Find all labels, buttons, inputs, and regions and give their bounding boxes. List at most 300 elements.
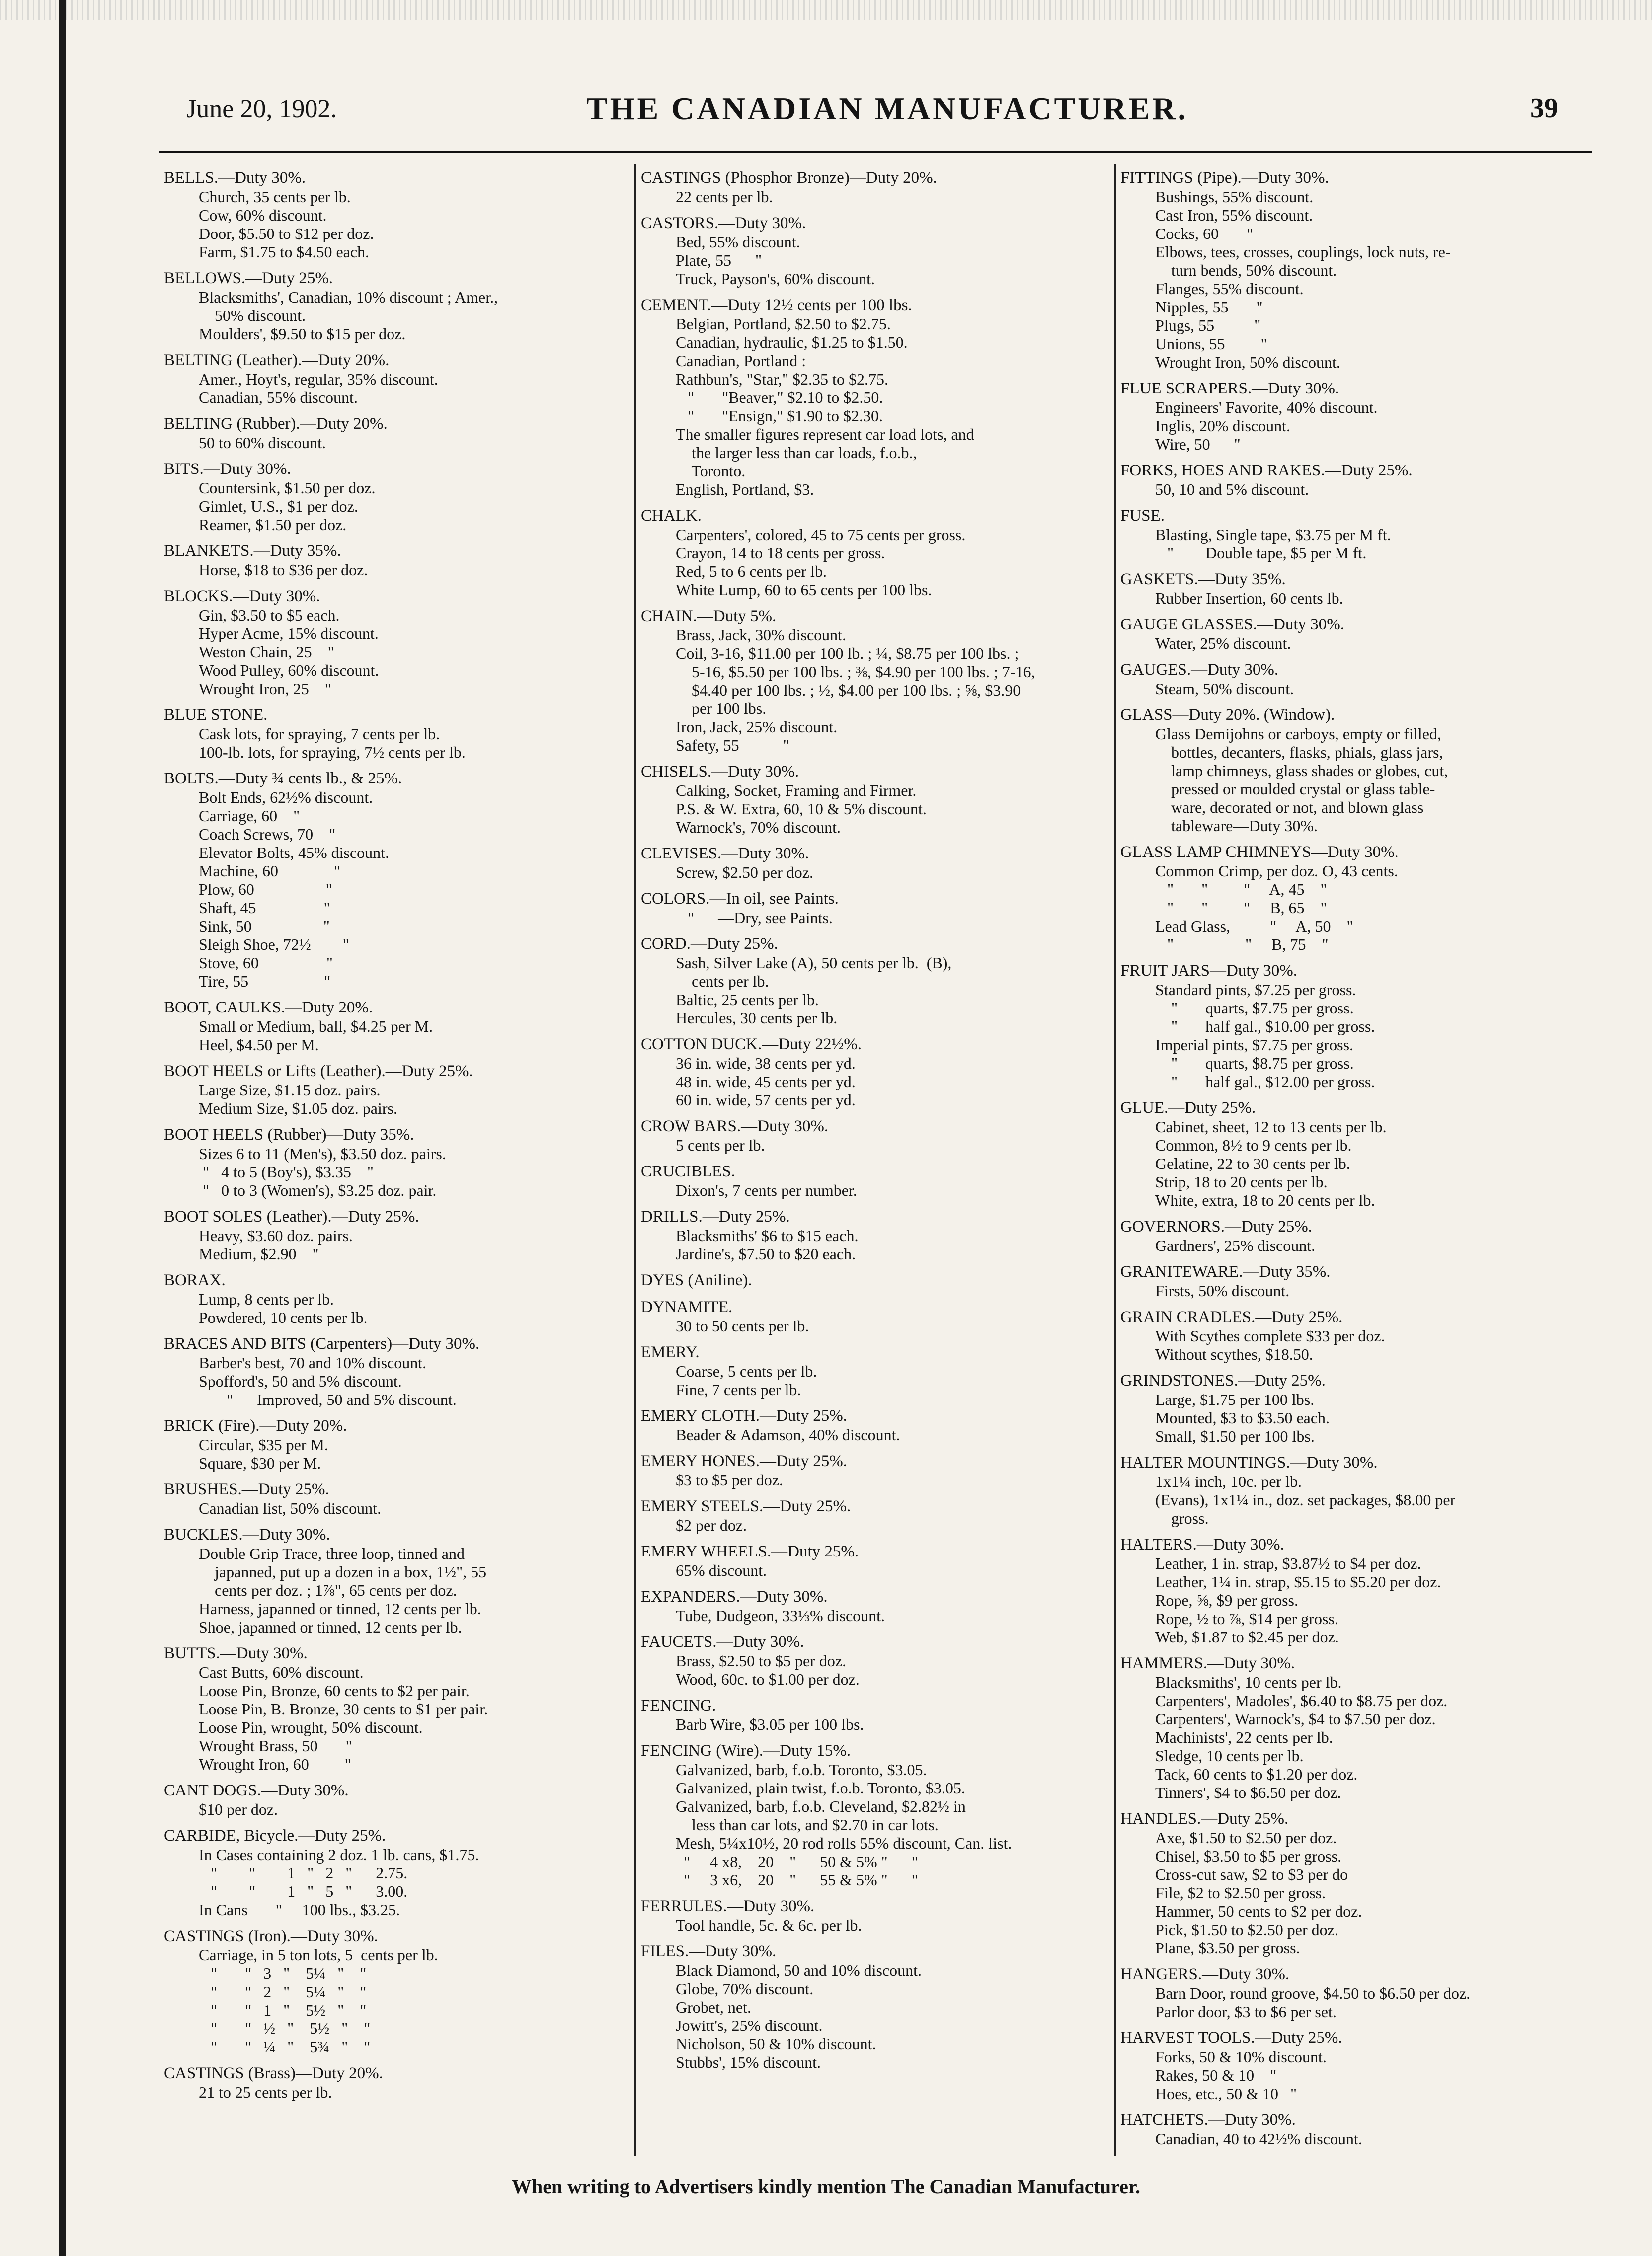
entry-line: " " 1 " 5½ " " [199, 2001, 367, 2019]
entry-line: 65% discount. [676, 1561, 767, 1579]
entry-line: Medium Size, $1.05 doz. pairs. [199, 1099, 397, 1117]
entry-line: Elevator Bolts, 45% discount. [199, 844, 390, 861]
entry-line: Barber's best, 70 and 10% discount. [199, 1354, 427, 1372]
entry-line: Large Size, $1.15 doz. pairs. [199, 1081, 381, 1099]
entry-line: 5 cents per lb. [676, 1136, 765, 1154]
price-entry [641, 1741, 1113, 1889]
price-entry [641, 1942, 1113, 2072]
entry-heading: HALTERS.—Duty 30%. [1120, 1536, 1284, 1554]
entry-line: " Double tape, $5 per M ft. [1155, 544, 1367, 562]
entry-line: Leather, 1¼ in. strap, $5.15 to $5.20 per doz. [1155, 1573, 1441, 1591]
entry-heading: HALTER MOUNTINGS.—Duty 30%. [1120, 1454, 1378, 1472]
entry-line: Gelatine, 22 to 30 cents per lb. [1155, 1155, 1350, 1172]
price-entry [641, 168, 1113, 206]
entry-heading: GLASS LAMP CHIMNEYS—Duty 30%. [1120, 843, 1399, 861]
entry-line: Warnock's, 70% discount. [676, 818, 841, 836]
price-column-2 [641, 168, 1113, 2165]
price-entry [164, 350, 631, 407]
entry-line: " 4 to 5 (Boy's), $3.35 " [199, 1163, 374, 1181]
entry-line: Spofford's, 50 and 5% discount. [199, 1372, 402, 1390]
price-entry [164, 459, 631, 534]
price-entry [164, 586, 631, 698]
entry-heading: BELTING (Rubber).—Duty 20%. [164, 415, 388, 433]
entry-heading: CANT DOGS.—Duty 30%. [164, 1782, 349, 1799]
entry-heading: GRANITEWARE.—Duty 35%. [1120, 1263, 1331, 1281]
entry-heading: FITTINGS (Pipe).—Duty 30%. [1120, 169, 1329, 187]
entry-line: White Lump, 60 to 65 cents per 100 lbs. [676, 581, 932, 599]
entry-heading: CHISELS.—Duty 30%. [641, 763, 799, 780]
price-entry [1120, 506, 1592, 562]
price-entry [1120, 705, 1592, 835]
entry-line: Flanges, 55% discount. [1155, 280, 1304, 298]
entry-line: Belgian, Portland, $2.50 to $2.75. [676, 315, 891, 333]
entry-line: Chisel, $3.50 to $5 per gross. [1155, 1847, 1342, 1865]
entry-heading: GRINDSTONES.—Duty 25%. [1120, 1372, 1326, 1390]
price-entry [164, 1416, 631, 1473]
entry-line: Parlor door, $3 to $6 per set. [1155, 2003, 1337, 2021]
price-entry [641, 762, 1113, 837]
entry-line: cents per doz. ; 1⅞", 65 cents per doz. [199, 1581, 457, 1599]
entry-heading: GOVERNORS.—Duty 25%. [1120, 1218, 1312, 1236]
entry-line: Wood Pulley, 60% discount. [199, 661, 379, 679]
price-entry [1120, 379, 1592, 454]
entry-line: Tire, 55 " [199, 972, 331, 990]
entry-heading: CHALK. [641, 507, 702, 525]
price-entry [641, 606, 1113, 755]
entry-line: turn bends, 50% discount. [1155, 261, 1337, 279]
price-entry [641, 1632, 1113, 1689]
entry-line: Gardners', 25% discount. [1155, 1237, 1316, 1254]
entry-line: Canadian, hydraulic, $1.25 to $1.50. [676, 333, 908, 351]
entry-line: lamp chimneys, glass shades or globes, cut, [1155, 762, 1448, 779]
entry-line: " " 2 " 5¼ " " [199, 1983, 367, 2001]
masthead-title: THE CANADIAN MANUFACTURER. [586, 91, 1188, 126]
entry-line: Wire, 50 " [1155, 435, 1241, 453]
entry-line: Cross-cut saw, $2 to $3 per do [1155, 1866, 1348, 1883]
price-entry [1120, 2110, 1592, 2148]
price-entry [1120, 1217, 1592, 1255]
entry-line: " " 3 " 5¼ " " [199, 1964, 367, 1982]
price-entry [641, 1587, 1113, 1625]
entry-line: White, extra, 18 to 20 cents per lb. [1155, 1191, 1375, 1209]
entry-line: Double Grip Trace, three loop, tinned and [199, 1545, 465, 1562]
entry-line: Truck, Payson's, 60% discount. [676, 270, 875, 288]
entry-line: Gimlet, U.S., $1 per doz. [199, 497, 358, 515]
entry-line: Grobet, net. [676, 1998, 751, 2016]
entry-line: P.S. & W. Extra, 60, 10 & 5% discount. [676, 800, 927, 818]
entry-line: Machinists', 22 cents per lb. [1155, 1728, 1333, 1746]
entry-line: " " B, 75 " [1155, 935, 1329, 953]
entry-heading: BELTING (Leather).—Duty 20%. [164, 351, 390, 369]
entry-line: Stubbs', 15% discount. [676, 2053, 821, 2071]
entry-line: Common, 8½ to 9 cents per lb. [1155, 1136, 1352, 1154]
entry-heading: CEMENT.—Duty 12½ cents per 100 lbs. [641, 296, 912, 314]
price-entry [164, 168, 631, 261]
entry-line: Nipples, 55 " [1155, 298, 1263, 316]
entry-heading: GAUGE GLASSES.—Duty 30%. [1120, 616, 1345, 633]
entry-line: 36 in. wide, 38 cents per yd. [676, 1054, 856, 1072]
entry-line: Rathbun's, "Star," $2.35 to $2.75. [676, 370, 888, 388]
entry-line: Without scythes, $18.50. [1155, 1345, 1313, 1363]
price-entry [641, 506, 1113, 599]
entry-line: Powdered, 10 cents per lb. [199, 1309, 368, 1326]
price-entry [641, 1034, 1113, 1109]
entry-line: tableware—Duty 30%. [1155, 817, 1318, 835]
entry-line: Globe, 70% discount. [676, 1980, 814, 1998]
price-entry [1120, 1809, 1592, 1957]
entry-line: Blacksmiths', 10 cents per lb. [1155, 1673, 1342, 1691]
entry-line: Brass, $2.50 to $5 per doz. [676, 1652, 847, 1670]
entry-line: Forks, 50 & 10% discount. [1155, 2048, 1327, 2066]
entry-line: Wood, 60c. to $1.00 per doz. [676, 1670, 860, 1688]
entry-heading: GASKETS.—Duty 35%. [1120, 570, 1286, 588]
footer-notice: When writing to Advertisers kindly mention The Canadian Manufacturer. [512, 2176, 1140, 2198]
price-entry [164, 1334, 631, 1409]
entry-line: Canadian list, 50% discount. [199, 1499, 382, 1517]
entry-line: " "Ensign," $1.90 to $2.30. [676, 407, 883, 425]
entry-line: Square, $30 per M. [199, 1454, 321, 1472]
price-entry [641, 1116, 1113, 1155]
entry-line: Small, $1.50 per 100 lbs. [1155, 1427, 1315, 1445]
entry-line: Loose Pin, Bronze, 60 cents to $2 per pair. [199, 1682, 470, 1700]
entry-line: Reamer, $1.50 per doz. [199, 516, 347, 534]
entry-heading: GAUGES.—Duty 30%. [1120, 661, 1279, 679]
entry-heading: EMERY CLOTH.—Duty 25%. [641, 1407, 847, 1425]
entry-line: Sleigh Shoe, 72½ " [199, 935, 349, 953]
entry-line: Plane, $3.50 per gross. [1155, 1939, 1300, 1957]
entry-line: " 3 x6, 20 " 55 & 5% " " [676, 1871, 918, 1889]
entry-heading: FRUIT JARS—Duty 30%. [1120, 962, 1298, 980]
entry-heading: FORKS, HOES AND RAKES.—Duty 25%. [1120, 462, 1413, 479]
entry-line: Bolt Ends, 62½% discount. [199, 788, 373, 806]
entry-line: Lead Glass, " A, 50 " [1155, 917, 1353, 935]
entry-heading: FAUCETS.—Duty 30%. [641, 1633, 804, 1651]
price-entry [164, 1207, 631, 1263]
entry-line: 21 to 25 cents per lb. [199, 2083, 332, 2101]
entry-line: $4.40 per 100 lbs. ; ½, $4.00 per 100 lbs. ; ⅝, $3.90 [676, 681, 1021, 699]
scan-noise-strip [0, 0, 1652, 20]
price-entry [1120, 1653, 1592, 1802]
entry-line: Steam, 50% discount. [1155, 680, 1294, 698]
entry-line: Amer., Hoyt's, regular, 35% discount. [199, 370, 438, 388]
entry-line: Tube, Dudgeon, 33⅓% discount. [676, 1607, 885, 1625]
entry-line: " quarts, $8.75 per gross. [1155, 1054, 1354, 1072]
entry-line: Cabinet, sheet, 12 to 13 cents per lb. [1155, 1118, 1387, 1136]
entry-line: Circular, $35 per M. [199, 1436, 328, 1454]
price-entry [164, 268, 631, 343]
entry-line: Common Crimp, per doz. O, 43 cents. [1155, 862, 1398, 880]
entry-line: Horse, $18 to $36 per doz. [199, 561, 368, 579]
entry-line: Gin, $3.50 to $5 each. [199, 606, 340, 624]
entry-line: Rubber Insertion, 60 cents lb. [1155, 589, 1343, 607]
price-entry [641, 1896, 1113, 1935]
entry-line: Loose Pin, wrought, 50% discount. [199, 1718, 423, 1736]
entry-line: Tack, 60 cents to $1.20 per doz. [1155, 1765, 1358, 1783]
entry-line: Stove, 60 " [199, 954, 333, 972]
entry-heading: FLUE SCRAPERS.—Duty 30%. [1120, 380, 1339, 397]
entry-line: Hoes, etc., 50 & 10 " [1155, 2085, 1297, 2102]
entry-line: The smaller figures represent car load lots, and [676, 425, 974, 443]
price-entry [641, 1342, 1113, 1399]
entry-line: japanned, put up a dozen in a box, 1½", 55 [199, 1563, 487, 1581]
entry-line: Baltic, 25 cents per lb. [676, 991, 819, 1009]
entry-line: In Cans " 100 lbs., $3.25. [199, 1901, 400, 1919]
entry-heading: EMERY HONES.—Duty 25%. [641, 1452, 847, 1470]
entry-line: Weston Chain, 25 " [199, 643, 334, 661]
entry-line: Sledge, 10 cents per lb. [1155, 1747, 1304, 1765]
price-entry [1120, 168, 1592, 372]
entry-heading: BOOT HEELS (Rubber)—Duty 35%. [164, 1126, 414, 1144]
entry-heading: CASTINGS (Iron).—Duty 30%. [164, 1927, 378, 1945]
entry-heading: HARVEST TOOLS.—Duty 25%. [1120, 2029, 1342, 2047]
price-entry [164, 1781, 631, 1819]
entry-line: Cow, 60% discount. [199, 206, 327, 224]
entry-line: Rakes, 50 & 10 " [1155, 2066, 1277, 2084]
entry-line: Glass Demijohns or carboys, empty or filled, [1155, 725, 1441, 743]
entry-heading: COTTON DUCK.—Duty 22½%. [641, 1035, 862, 1053]
entry-line: 22 cents per lb. [676, 188, 773, 206]
entry-heading: CRUCIBLES. [641, 1163, 735, 1180]
entry-heading: CASTINGS (Brass)—Duty 20%. [164, 2064, 383, 2082]
entry-line: Coach Screws, 70 " [199, 825, 336, 843]
entry-heading: FENCING (Wire).—Duty 15%. [641, 1742, 851, 1760]
entry-heading: CASTORS.—Duty 30%. [641, 214, 806, 232]
price-entry [641, 1496, 1113, 1535]
price-column-3 [1120, 168, 1592, 2165]
entry-heading: HANGERS.—Duty 30%. [1120, 1965, 1290, 1983]
entry-line: Black Diamond, 50 and 10% discount. [676, 1961, 922, 1979]
entry-line: 50 to 60% discount. [199, 434, 326, 452]
entry-line: per 100 lbs. [676, 700, 767, 717]
entry-line: Standard pints, $7.25 per gross. [1155, 981, 1356, 999]
entry-line: Wrought Iron, 50% discount. [1155, 353, 1340, 371]
entry-heading: CORD.—Duty 25%. [641, 935, 778, 953]
entry-line: " " ¼ " 5¾ " " [199, 2038, 371, 2056]
entry-heading: BLOCKS.—Duty 30%. [164, 587, 320, 605]
entry-heading: BITS.—Duty 30%. [164, 460, 291, 478]
entry-heading: HATCHETS.—Duty 30%. [1120, 2111, 1296, 2129]
entry-line: 5-16, $5.50 per 100 lbs. ; ⅜, $4.90 per 100 lbs. ; 7-16, [676, 663, 1035, 681]
entry-line: File, $2 to $2.50 per gross. [1155, 1884, 1326, 1902]
price-entry [641, 1451, 1113, 1489]
page-number: 39 [1530, 93, 1558, 124]
entry-line: Hyper Acme, 15% discount. [199, 624, 379, 642]
entry-heading: EMERY STEELS.—Duty 25%. [641, 1497, 851, 1515]
entry-line: Toronto. [676, 462, 746, 480]
entry-line: " 4 x8, 20 " 50 & 5% " " [676, 1853, 918, 1870]
price-entry [641, 1696, 1113, 1734]
price-entry [1120, 1535, 1592, 1646]
entry-line: Blasting, Single tape, $3.75 per M ft. [1155, 526, 1391, 544]
entry-line: Rope, ⅝, $9 per gross. [1155, 1591, 1298, 1609]
entry-heading: FILES.—Duty 30%. [641, 1943, 777, 1960]
entry-line: 50% discount. [199, 307, 306, 324]
entry-line: Inglis, 20% discount. [1155, 417, 1290, 435]
entry-line: Tool handle, 5c. & 6c. per lb. [676, 1916, 862, 1934]
price-entry [164, 1061, 631, 1118]
entry-line: Wrought Iron, 25 " [199, 680, 331, 698]
entry-line: less than car lots, and $2.70 in car lots. [676, 1816, 939, 1834]
entry-line: " half gal., $10.00 per gross. [1155, 1017, 1375, 1035]
entry-line: " half gal., $12.00 per gross. [1155, 1073, 1375, 1090]
entry-line: " " 1 " 5 " 3.00. [199, 1882, 408, 1900]
price-entry [1120, 1307, 1592, 1364]
price-entry [641, 1542, 1113, 1580]
entry-heading: BUTTS.—Duty 30%. [164, 1644, 308, 1662]
entry-heading: BELLS.—Duty 30%. [164, 169, 306, 187]
page-header [0, 75, 1652, 129]
entry-line: " 0 to 3 (Women's), $3.25 doz. pair. [199, 1181, 437, 1199]
entry-line: Axe, $1.50 to $2.50 per doz. [1155, 1829, 1337, 1847]
entry-line: (Evans), 1x1¼ in., doz. set packages, $8.00 per [1155, 1491, 1456, 1509]
entry-heading: CASTINGS (Phosphor Bronze)—Duty 20%. [641, 169, 937, 187]
entry-line: Loose Pin, B. Bronze, 30 cents to $1 per pair. [199, 1700, 488, 1718]
entry-line: Heel, $4.50 per M. [199, 1036, 319, 1054]
entry-line: bottles, decanters, flasks, phials, glass jars, [1155, 743, 1443, 761]
price-entry [164, 1826, 631, 1919]
entry-line: Sash, Silver Lake (A), 50 cents per lb. (B), [676, 954, 952, 972]
entry-line: Barn Door, round groove, $4.50 to $6.50 per doz. [1155, 1984, 1471, 2002]
entry-heading: HANDLES.—Duty 25%. [1120, 1810, 1289, 1828]
entry-line: Farm, $1.75 to $4.50 each. [199, 243, 370, 261]
entry-line: With Scythes complete $33 per doz. [1155, 1327, 1385, 1345]
price-entry [1120, 615, 1592, 653]
entry-line: Pick, $1.50 to $2.50 per doz. [1155, 1921, 1338, 1939]
entry-line: Moulders', $9.50 to $15 per doz. [199, 325, 406, 343]
entry-line: Imperial pints, $7.75 per gross. [1155, 1036, 1354, 1054]
entry-line: Jardine's, $7.50 to $20 each. [676, 1245, 856, 1263]
price-entry [1120, 1262, 1592, 1300]
entry-line: ware, decorated or not, and blown glass [1155, 798, 1424, 816]
entry-line: 48 in. wide, 45 cents per yd. [676, 1073, 856, 1090]
entry-line: Harness, japanned or tinned, 12 cents per lb. [199, 1600, 481, 1618]
entry-line: Hercules, 30 cents per lb. [676, 1009, 838, 1027]
entry-line: Large, $1.75 per 100 lbs. [1155, 1391, 1315, 1408]
entry-heading: BRUSHES.—Duty 25%. [164, 1480, 329, 1498]
price-entry [641, 934, 1113, 1027]
entry-line: Plow, 60 " [199, 880, 332, 898]
entry-line: Unions, 55 " [1155, 335, 1267, 353]
entry-heading: CLEVISES.—Duty 30%. [641, 845, 809, 862]
entry-heading: GLUE.—Duty 25%. [1120, 1099, 1256, 1117]
entry-heading: BRACES AND BITS (Carpenters)—Duty 30%. [164, 1335, 480, 1353]
entry-heading: BUCKLES.—Duty 30%. [164, 1526, 330, 1544]
entry-line: Wrought Brass, 50 " [199, 1737, 352, 1755]
entry-heading: BELLOWS.—Duty 25%. [164, 269, 333, 287]
price-entry [1120, 660, 1592, 698]
price-entry [641, 1162, 1113, 1200]
column-divider [634, 164, 636, 2156]
entry-line: 1x1¼ inch, 10c. per lb. [1155, 1473, 1302, 1490]
price-entry [641, 889, 1113, 927]
entry-line: $3 to $5 per doz. [676, 1471, 783, 1489]
entry-line: " " 1 " 2 " 2.75. [199, 1864, 408, 1882]
entry-line: Engineers' Favorite, 40% discount. [1155, 398, 1378, 416]
entry-line: Heavy, $3.60 doz. pairs. [199, 1227, 353, 1245]
entry-heading: CARBIDE, Bicycle.—Duty 25%. [164, 1827, 386, 1845]
entry-line: Wrought Iron, 60 " [199, 1755, 351, 1773]
price-entry [641, 1270, 1113, 1290]
entry-heading: DRILLS.—Duty 25%. [641, 1208, 790, 1226]
entry-line: Leather, 1 in. strap, $3.87½ to $4 per doz. [1155, 1555, 1421, 1572]
price-entry [641, 213, 1113, 288]
price-entry [1120, 842, 1592, 954]
entry-heading: CHAIN.—Duty 5%. [641, 607, 777, 625]
entry-heading: CROW BARS.—Duty 30%. [641, 1117, 829, 1135]
entry-line: " "Beaver," $2.10 to $2.50. [676, 389, 883, 406]
entry-line: " " " A, 45 " [1155, 880, 1327, 898]
price-entry [164, 1270, 631, 1327]
entry-line: Web, $1.87 to $2.45 per doz. [1155, 1628, 1339, 1646]
entry-heading: BLUE STONE. [164, 706, 268, 724]
entry-line: the larger less than car loads, f.o.b., [676, 444, 917, 462]
entry-line: Plugs, 55 " [1155, 316, 1261, 334]
entry-line: Carriage, 60 " [199, 807, 300, 825]
entry-line: Dixon's, 7 cents per number. [676, 1181, 857, 1199]
entry-line: " Improved, 50 and 5% discount. [199, 1391, 457, 1408]
entry-line: Tinners', $4 to $6.50 per doz. [1155, 1784, 1341, 1801]
entry-line: Plate, 55 " [676, 251, 762, 269]
entry-line: Elbows, tees, crosses, couplings, lock nuts, re- [1155, 243, 1451, 261]
entry-line: 50, 10 and 5% discount. [1155, 480, 1309, 498]
entry-line: cents per lb. [676, 972, 769, 990]
entry-line: English, Portland, $3. [676, 480, 814, 498]
entry-line: Cast Butts, 60% discount. [199, 1663, 364, 1681]
entry-line: Machine, 60 " [199, 862, 341, 880]
entry-line: Water, 25% discount. [1155, 634, 1291, 652]
entry-heading: GRAIN CRADLES.—Duty 25%. [1120, 1308, 1343, 1326]
entry-line: Beader & Adamson, 40% discount. [676, 1426, 900, 1444]
entry-line: Canadian, Portland : [676, 352, 806, 370]
entry-line: $2 per doz. [676, 1516, 747, 1534]
entry-line: Crayon, 14 to 18 cents per gross. [676, 544, 885, 562]
entry-heading: FENCING. [641, 1697, 716, 1714]
entry-line: Sizes 6 to 11 (Men's), $3.50 doz. pairs. [199, 1145, 446, 1163]
entry-heading: DYNAMITE. [641, 1298, 733, 1316]
entry-heading: BOOT SOLES (Leather).—Duty 25%. [164, 1208, 419, 1226]
entry-line: " quarts, $7.75 per gross. [1155, 999, 1354, 1017]
entry-line: Galvanized, barb, f.o.b. Toronto, $3.05. [676, 1761, 927, 1779]
entry-line: Carpenters', Warnock's, $4 to $7.50 per doz. [1155, 1710, 1436, 1728]
entry-heading: FERRULES.—Duty 30%. [641, 1897, 815, 1915]
entry-line: Firsts, 50% discount. [1155, 1282, 1290, 1300]
entry-line: Shaft, 45 " [199, 899, 330, 917]
entry-line: Sink, 50 " [199, 917, 330, 935]
entry-line: gross. [1155, 1509, 1209, 1527]
entry-line: Small or Medium, ball, $4.25 per M. [199, 1017, 433, 1035]
entry-line: Rope, ½ to ⅞, $14 per gross. [1155, 1610, 1338, 1628]
price-entry [1120, 1371, 1592, 1446]
entry-line: Shoe, japanned or tinned, 12 cents per lb. [199, 1618, 462, 1636]
entry-heading: HAMMERS.—Duty 30%. [1120, 1654, 1295, 1672]
entry-heading: BRICK (Fire).—Duty 20%. [164, 1417, 347, 1435]
entry-line: Jowitt's, 25% discount. [676, 2017, 823, 2034]
entry-line: Hammer, 50 cents to $2 per doz. [1155, 1902, 1362, 1920]
price-entry [1120, 961, 1592, 1091]
entry-line: Carriage, in 5 ton lots, 5 cents per lb. [199, 1946, 438, 1964]
price-entry [641, 1406, 1113, 1444]
header-rule [159, 151, 1592, 153]
entry-heading: EMERY WHEELS.—Duty 25%. [641, 1543, 859, 1560]
entry-line: 60 in. wide, 57 cents per yd. [676, 1091, 856, 1109]
entry-heading: COLORS.—In oil, see Paints. [641, 890, 839, 908]
entry-line: Bed, 55% discount. [676, 233, 800, 251]
price-entry [641, 295, 1113, 499]
price-entry [1120, 569, 1592, 608]
entry-line: Door, $5.50 to $12 per doz. [199, 225, 374, 242]
price-entry [164, 998, 631, 1054]
entry-heading: FUSE. [1120, 507, 1165, 525]
